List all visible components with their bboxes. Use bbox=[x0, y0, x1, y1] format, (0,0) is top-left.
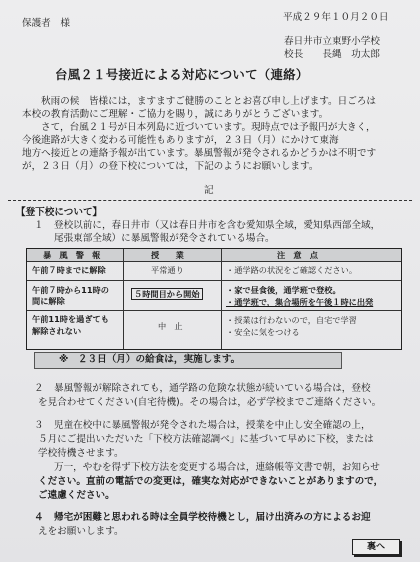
table-cell bbox=[131, 289, 203, 300]
item2-line: を見合わせてください(自宅待機)。その場合は，必ず学校までご連絡ください。 bbox=[38, 397, 382, 408]
table-cell: 中 止 bbox=[158, 321, 183, 331]
intro-line: 本校の教育活動にご理解・ご協力を賜り，誠にありがとうございます。 bbox=[22, 109, 329, 120]
table-cell: 解除されない bbox=[32, 326, 82, 336]
table-cell: 間に解除 bbox=[32, 296, 65, 306]
lunch-notice bbox=[34, 352, 342, 369]
table-rule bbox=[27, 280, 401, 281]
item1-line: 尾張東部全域）に暴風警報が発令されている場合。 bbox=[54, 233, 275, 244]
intro-line: が，２３日（月）の登下校については，下記のようにお願いします。 bbox=[22, 161, 319, 172]
table-header-cell: 注 意 点 bbox=[277, 250, 318, 260]
principal-name: 校長 長縄 功太郎 bbox=[284, 49, 380, 60]
turn-over-label: 裏へ bbox=[352, 539, 400, 555]
section-title: 【登下校について】 bbox=[16, 207, 103, 218]
item1-line: 登校以前に，春日井市（又は春日井市を含む愛知県全域，愛知県西部全域， bbox=[54, 220, 381, 231]
ki-marker: 記 bbox=[204, 185, 214, 196]
intro-line: 地方へ接近との連絡予報が出ています。暴風警報が発令されるかどうかは不明です bbox=[22, 148, 377, 159]
item-number: ３ bbox=[34, 420, 44, 431]
item3-line: 万一，やむを得ず下校方法を変更する場合は，連絡帳等文書で朝，お知らせ bbox=[54, 462, 380, 473]
item-number: １ bbox=[34, 220, 44, 231]
table-rule bbox=[221, 249, 222, 349]
item3-line: 児童在校中に暴風警報が発令された場合は，授業を中止し安全確認の上， bbox=[54, 420, 371, 431]
item4-line: 帰宅が困難と思われる時は全員学校待機とし，届け出済みの方によるお迎 bbox=[54, 512, 371, 523]
table-cell: ・通学班で，集合場所を午後１時に出発 bbox=[226, 297, 374, 307]
issue-date: 平成２９年１０月２０日 bbox=[283, 12, 389, 23]
table-rule bbox=[27, 261, 401, 262]
item4-line: えをお願いします。 bbox=[38, 526, 124, 537]
table-header-cell: 暴 風 警 報 bbox=[43, 250, 101, 260]
item2-line: 暴風警報が解除されても，通学路の危険な状態が続いている場合は，登校 bbox=[54, 383, 371, 394]
table-rule bbox=[123, 249, 124, 349]
table-cell: ・授業は行わないので，自宅で学習 bbox=[226, 315, 357, 325]
item-number: ２ bbox=[34, 383, 44, 394]
table-header-cell: 授 業 bbox=[151, 250, 184, 260]
table-cell: 午前７時までに解除 bbox=[32, 265, 106, 275]
item3-line: ５月にご提出いただいた「下校方法確認調べ」に基づいて早めに下校，または bbox=[38, 434, 374, 445]
start-time-box: ５時間目から開始 bbox=[131, 288, 203, 300]
item3-line: ご遠慮ください。 bbox=[38, 490, 115, 501]
addressee: 保護者 様 bbox=[22, 18, 70, 29]
table-cell: ・安全に気をつける bbox=[226, 327, 300, 337]
table-cell: 平常通り bbox=[151, 265, 184, 275]
intro-line: さて，台風２１号が日本列島に近づいています。現時点では予報円が大きく， bbox=[41, 122, 376, 133]
warning-table bbox=[26, 248, 402, 350]
table-cell: 午前７時から11時の bbox=[32, 285, 109, 295]
table-cell: ・家で昼食後，通学班で登校。 bbox=[226, 285, 341, 295]
section-divider bbox=[8, 200, 412, 201]
intro-line: 秋雨の候 皆様には，ますますご健勝のこととお喜び申し上げます。日ごろは bbox=[41, 96, 377, 107]
table-rule bbox=[27, 310, 401, 311]
school-name: 春日井市立東野小学校 bbox=[284, 36, 380, 47]
item3-line: ください。直前の電話での変更は，確実な対応ができないことがありますので， bbox=[38, 476, 384, 487]
lunch-notice-text: ※ ２３日（月）の給食は，実施します。 bbox=[59, 354, 241, 365]
table-cell: ・通学路の状況をご確認ください。 bbox=[226, 265, 358, 275]
document-title: 台風２１号接近による対応について（連絡） bbox=[55, 67, 309, 82]
intro-line: 今後進路が大きく変わる可能性もありますが，２３日（月）にかけて東海 bbox=[22, 135, 339, 146]
item3-line: 学校待機させます。 bbox=[38, 448, 124, 459]
item-number: ４ bbox=[34, 512, 44, 523]
table-cell: 午前11時を過ぎても bbox=[32, 314, 109, 324]
